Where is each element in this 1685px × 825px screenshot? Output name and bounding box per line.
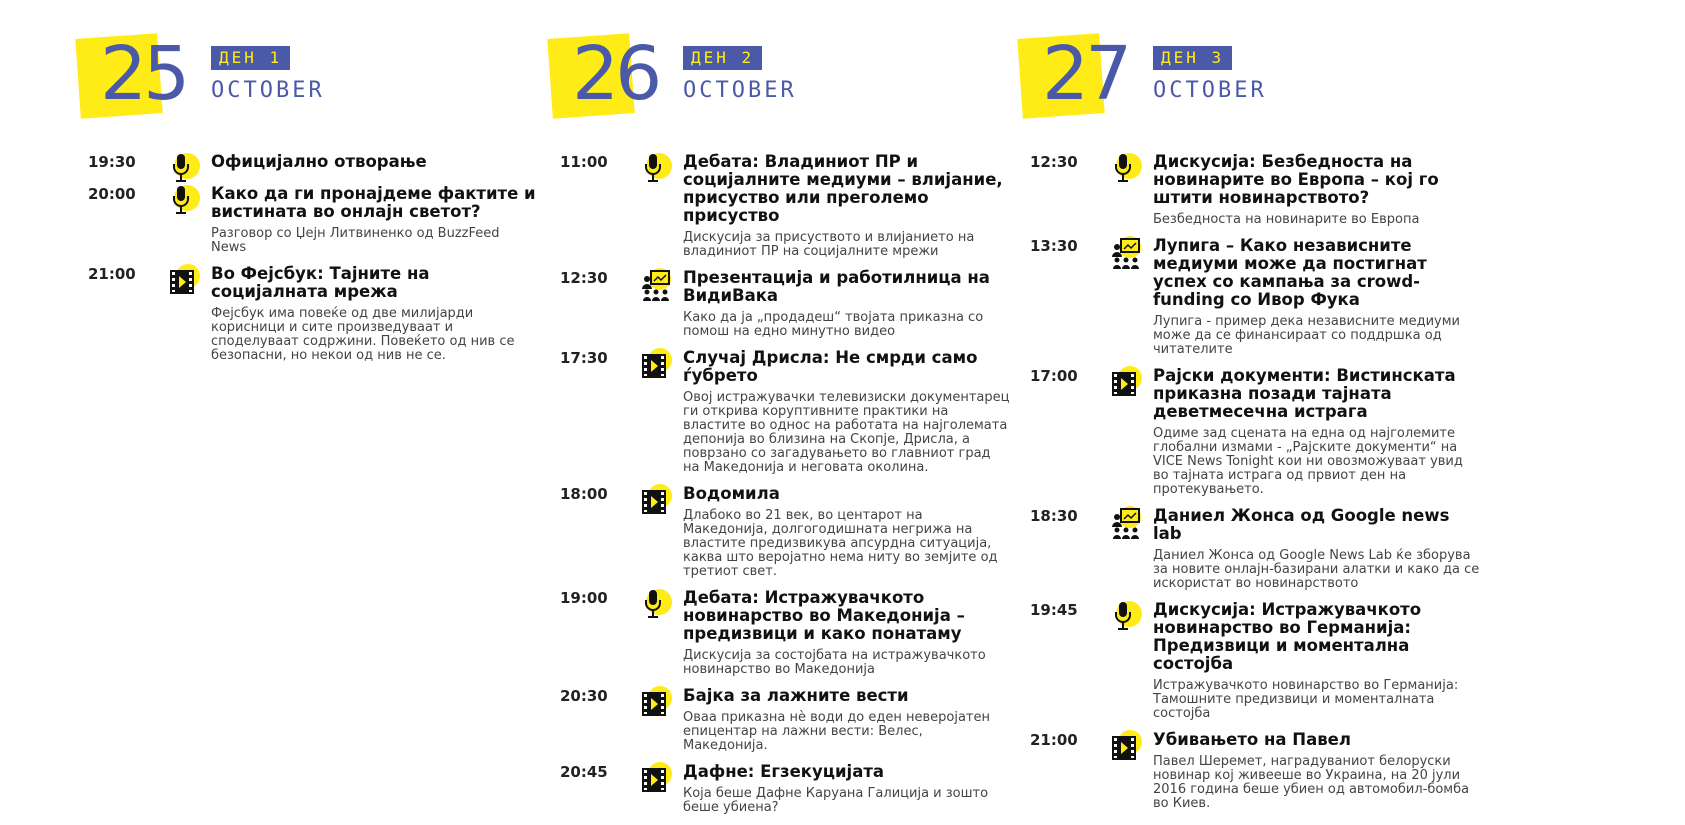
day-label: ДЕН 2 bbox=[683, 46, 762, 70]
microphone-icon bbox=[1108, 599, 1144, 635]
day-column-2 bbox=[550, 0, 1010, 815]
event-description: Павел Шеремет, наградуваниот белоруски новинар кој живееше во Украина, на 20 јули 2016 година беше убиен од автомобил-бомба во Киев. bbox=[1153, 754, 1470, 811]
event-title: Рајски документи: Вистинската приказна позади тајната деветмесечна истрага bbox=[1153, 366, 1456, 421]
event-description: Која беше Дафне Каруана Галиција и зошто беше убиена? bbox=[683, 786, 989, 815]
day-month: OCTOBER bbox=[1153, 78, 1267, 103]
event-description: Разговор со Џејн Литвиненко од BuzzFeed News bbox=[211, 226, 500, 255]
event-description: Оваа приказна нè води до еден неверојатен епицентар на лажни вести: Велес, Македонија. bbox=[683, 710, 991, 753]
event-title: Даниел Жонса од Google news lab bbox=[1153, 506, 1450, 543]
event-title: Официјално отворање bbox=[211, 152, 427, 171]
event-time: 17:30 bbox=[560, 349, 608, 367]
event-title: Дискусија: Безбедноста на новинарите во Европа – кој го штити новинарството? bbox=[1153, 152, 1439, 207]
event-item bbox=[550, 687, 1010, 753]
event-title: Дафне: Егзекуцијата bbox=[683, 762, 885, 781]
event-item bbox=[550, 269, 1010, 339]
event-item bbox=[78, 185, 538, 255]
event-item bbox=[1020, 731, 1480, 811]
event-time: 19:30 bbox=[88, 153, 136, 171]
event-title: Дискусија: Истражувачкото новинарство во Германија: Предизвици и моментална состојба bbox=[1153, 600, 1422, 673]
event-description: Дискусија за присуството и влијанието на владиниот ПР на социјалните мрежи bbox=[683, 230, 975, 259]
event-title: Дебата: Владиниот ПР и социјалните медиуми – влијание, присуство или преголемо присуство bbox=[683, 152, 1003, 225]
event-title: Убивањето на Павел bbox=[1153, 730, 1351, 749]
event-time: 17:00 bbox=[1030, 367, 1078, 385]
event-time: 18:00 bbox=[560, 485, 608, 503]
film-icon bbox=[638, 761, 674, 797]
day-month: OCTOBER bbox=[211, 78, 325, 103]
event-item bbox=[1020, 367, 1480, 497]
event-item bbox=[550, 589, 1010, 677]
film-icon bbox=[638, 685, 674, 721]
event-description: Одиме зад сцената на една од најголемите глобални измами - „Рајските документи“ на VICE News Tonight кои ни овозможуваат увид во тајната истрага од првиот ден на протекувањето. bbox=[1153, 426, 1463, 497]
event-title: Бајка за лажните вести bbox=[683, 686, 909, 705]
event-title: Во Фејсбук: Тајните на социјалната мрежа bbox=[211, 264, 430, 301]
day-label: ДЕН 3 bbox=[1153, 46, 1232, 70]
day-number: 27 bbox=[1042, 31, 1129, 117]
event-time: 18:30 bbox=[1030, 507, 1078, 525]
event-description: Лупига - пример дека независните медиуми може да се финансираат со поддршка од читателите bbox=[1153, 314, 1460, 357]
event-item bbox=[78, 265, 538, 363]
film-icon bbox=[1108, 729, 1144, 765]
event-item bbox=[1020, 153, 1480, 227]
workshop-icon bbox=[638, 267, 674, 303]
event-description: Дискусија за состојбата на истражувачкото новинарство во Македонија bbox=[683, 648, 986, 677]
event-description: Истражувачкото новинарство во Германија: Тамошните предизвици и моменталната состојба bbox=[1153, 678, 1459, 721]
microphone-icon bbox=[166, 151, 202, 187]
day-number: 25 bbox=[100, 31, 187, 117]
event-time: 20:45 bbox=[560, 763, 608, 781]
event-description: Како да ја „продадеш“ твојата приказна со помош на едно минутно видео bbox=[683, 310, 984, 339]
event-title: Презентација и работилница на ВидиВака bbox=[683, 268, 990, 305]
event-description: Безбедноста на новинарите во Европа bbox=[1153, 212, 1420, 227]
film-icon bbox=[638, 347, 674, 383]
event-time: 12:30 bbox=[560, 269, 608, 287]
day-header bbox=[550, 0, 1010, 130]
event-title: Дебата: Истражувачкото новинарство во Македонија – предизвици и како понатаму bbox=[683, 588, 965, 643]
day-number: 26 bbox=[572, 31, 659, 117]
event-description: Овој истражувачки телевизиски документарец ги открива коруптивните практики на властите во однос на работата на најголемата депонија во близина на Скопје, Дрисла, а поврзано со загадувањето во главниот град на Македонија и неговата околина. bbox=[683, 390, 1010, 475]
event-time: 12:30 bbox=[1030, 153, 1078, 171]
event-time: 21:00 bbox=[1030, 731, 1078, 749]
event-item bbox=[550, 763, 1010, 815]
microphone-icon bbox=[1108, 151, 1144, 187]
event-time: 13:30 bbox=[1030, 237, 1078, 255]
event-list bbox=[1020, 153, 1480, 821]
event-item bbox=[78, 153, 538, 171]
event-title: Лупига – Како независните медиуми може да постигнат успех со кампања за crowd-funding со Ивор Фука bbox=[1153, 236, 1427, 309]
event-time: 21:00 bbox=[88, 265, 136, 283]
event-title: Случај Дрисла: Не смрди само ѓубрето bbox=[683, 348, 978, 385]
event-item bbox=[1020, 507, 1480, 591]
event-item bbox=[550, 485, 1010, 579]
event-time: 19:45 bbox=[1030, 601, 1078, 619]
event-item bbox=[1020, 237, 1480, 357]
event-item bbox=[1020, 601, 1480, 721]
film-icon bbox=[166, 263, 202, 299]
event-description: Фејсбук има повеќе од две милијарди корисници и сите произведуваат и споделуваат содржини. Повеќето од нив се безопасни, но некои од нив не се. bbox=[211, 306, 515, 363]
event-title: Водомила bbox=[683, 484, 780, 503]
event-list bbox=[550, 153, 1010, 825]
day-column-3 bbox=[1020, 0, 1480, 811]
event-description: Длабоко во 21 век, во центарот на Македонија, долгогодишната негрижа на властите предизвикува апсурдна ситуација, каква што веројатно нема ниту во земјите од третиот свет. bbox=[683, 508, 998, 579]
day-header bbox=[78, 0, 538, 130]
day-header bbox=[1020, 0, 1480, 130]
event-description: Даниел Жонса од Google News Lab ќе зборува за новите онлајн-базирани алатки и како да се искористат во новинарството bbox=[1153, 548, 1480, 591]
film-icon bbox=[1108, 365, 1144, 401]
event-item bbox=[550, 349, 1010, 475]
microphone-icon bbox=[638, 587, 674, 623]
microphone-icon bbox=[638, 151, 674, 187]
event-list bbox=[78, 153, 538, 373]
event-time: 19:00 bbox=[560, 589, 608, 607]
event-title: Како да ги пронајдеме фактите и вистината во онлајн светот? bbox=[211, 184, 536, 221]
event-item bbox=[550, 153, 1010, 259]
day-month: OCTOBER bbox=[683, 78, 797, 103]
day-column-1 bbox=[78, 0, 538, 363]
event-time: 11:00 bbox=[560, 153, 608, 171]
workshop-icon bbox=[1108, 505, 1144, 541]
event-time: 20:30 bbox=[560, 687, 608, 705]
workshop-icon bbox=[1108, 235, 1144, 271]
day-label: ДЕН 1 bbox=[211, 46, 290, 70]
event-time: 20:00 bbox=[88, 185, 136, 203]
film-icon bbox=[638, 483, 674, 519]
microphone-icon bbox=[166, 183, 202, 219]
